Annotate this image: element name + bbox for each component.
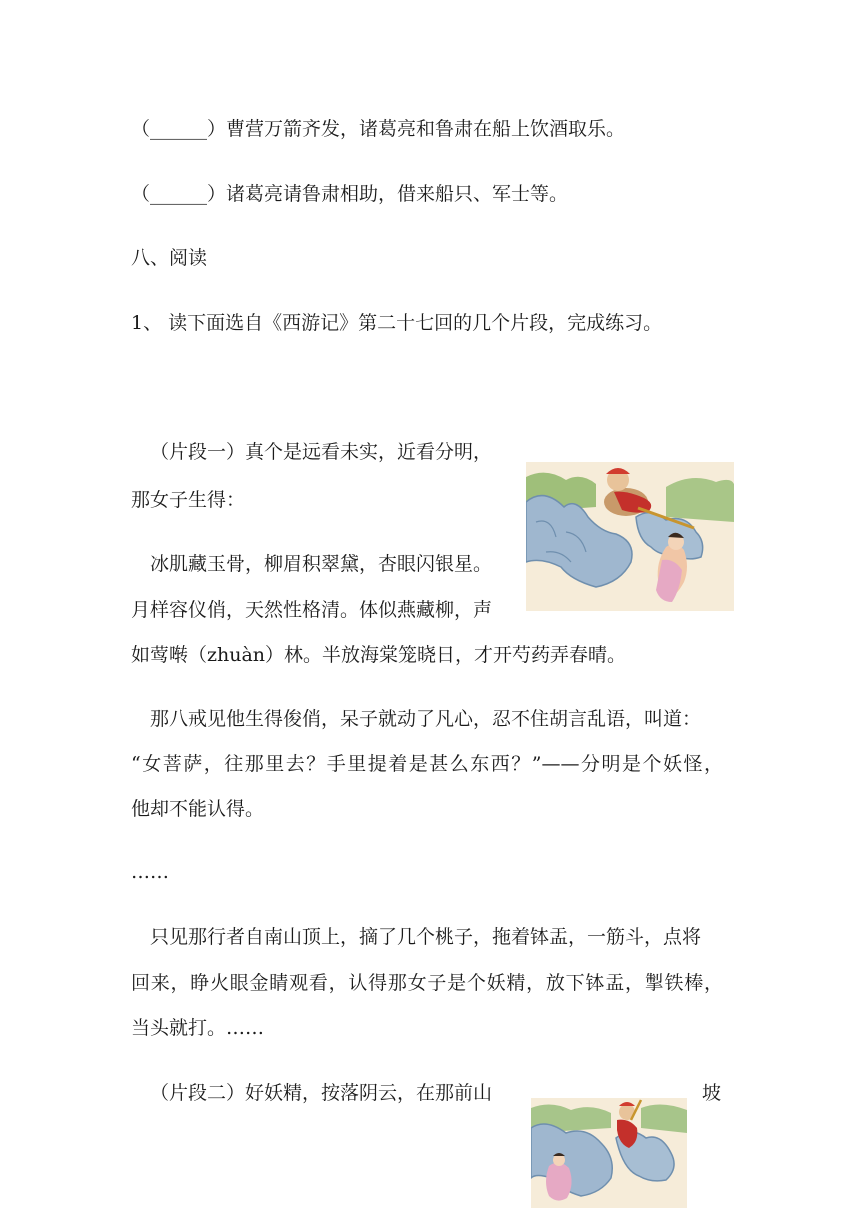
ellipsis: …… <box>131 861 169 883</box>
fragment-1-line-5: 如莺啭（zhuàn）林。半放海棠笼晓日，才开芍药弄春晴。 <box>131 644 627 666</box>
battle-illustration <box>531 1098 687 1208</box>
question-1: 1、 读下面选自《西游记》第二十七回的几个片段，完成练习。 <box>131 312 663 334</box>
fragment-2-line-1: 那八戒见他生得俊俏，呆子就动了凡心，忍不住胡言乱语，叫道： <box>150 708 702 730</box>
monkey-king-illustration-svg <box>526 462 734 611</box>
fragment-4-line-1: （片段二）好妖精，按落阴云，在那前山 <box>150 1082 493 1104</box>
monkey-king-illustration <box>526 462 734 611</box>
fragment-3-line-2: 回来，睁火眼金睛观看，认得那女子是个妖精，放下钵盂，掣铁棒， <box>131 972 723 994</box>
fragment-1-line-3: 冰肌藏玉骨，柳眉积翠黛，杏眼闪银星。 <box>150 553 493 575</box>
answer-line-2: （______）诸葛亮请鲁肃相助，借来船只、军士等。 <box>131 183 569 205</box>
fragment-1-line-1: （片段一）真个是远看未实，近看分明， <box>150 441 493 463</box>
fragment-1-line-2: 那女子生得： <box>131 489 246 511</box>
fragment-4-line-1-end: 坡 <box>702 1082 722 1104</box>
fragment-3-line-3: 当头就打。…… <box>131 1017 265 1039</box>
answer-line-1: （______）曹营万箭齐发，诸葛亮和鲁肃在船上饮酒取乐。 <box>131 118 626 140</box>
section-heading: 八、阅读 <box>131 247 208 269</box>
fragment-2-line-3: 他却不能认得。 <box>131 798 265 820</box>
fragment-3-line-1: 只见那行者自南山顶上，摘了几个桃子，拖着钵盂，一筋斗，点将 <box>150 926 702 948</box>
fragment-1-line-4: 月样容仪俏，天然性格清。体似燕藏柳，声 <box>131 599 493 621</box>
fragment-2-line-2: “女菩萨，往那里去？手里提着是甚么东西？”——分明是个妖怪， <box>131 753 723 775</box>
battle-illustration-svg <box>531 1098 687 1208</box>
